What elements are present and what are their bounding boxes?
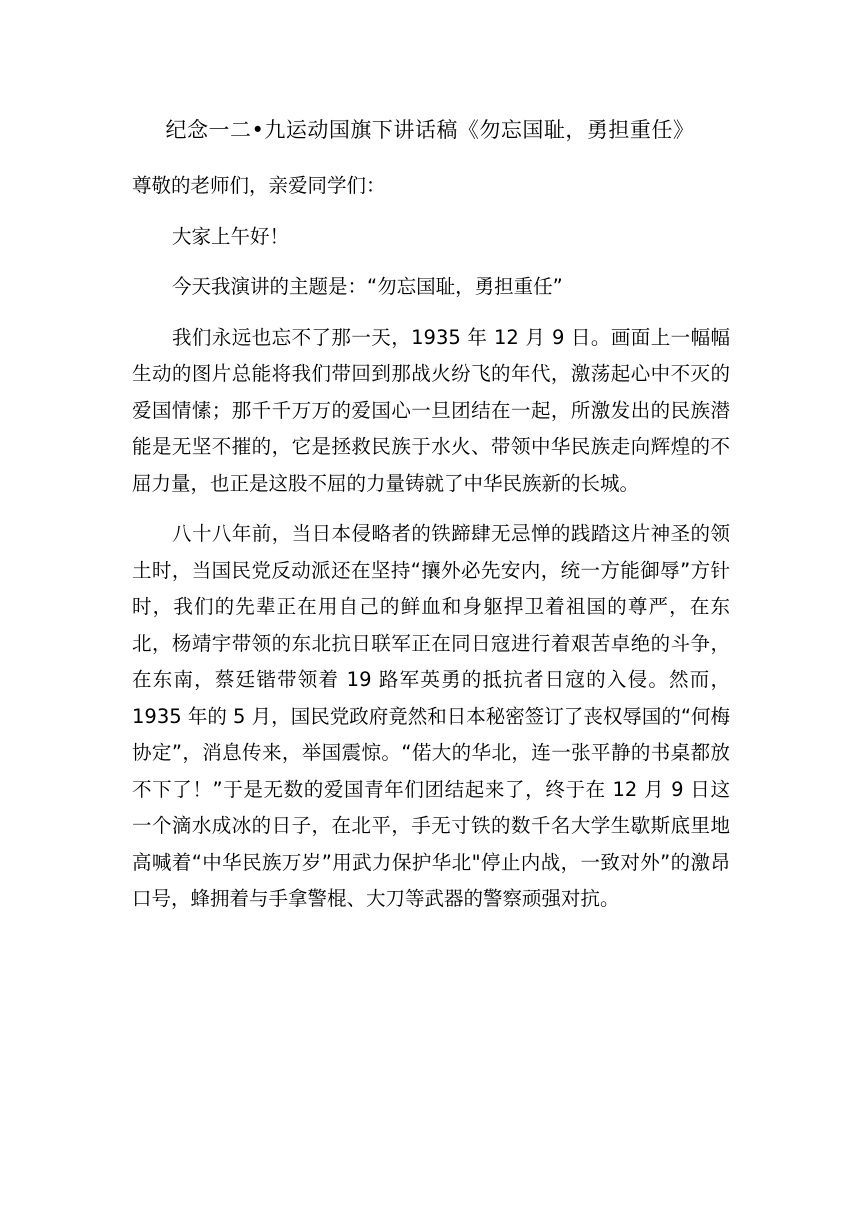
document-body [132, 168, 730, 932]
salutation: 尊敬的老师们，亲爱同学们： [132, 174, 386, 197]
document-title: 纪念一二•九运动国旗下讲话稿《勿忘国耻，勇担重任》 [165, 118, 695, 142]
paragraph-topic: 今天我演讲的主题是：“勿忘国耻，勇担重任” [172, 275, 563, 298]
paragraph-history: 八十八年前，当日本侵略者的铁蹄肆无忌惮的践踏这片神圣的领土时，当国民党反动派还在坚持“攘外必先安内，统一方能御辱”方针时，我们的先辈正在用自己的鲜血和身躯捍卫着祖国的尊严，在东北，杨靖宇带领的东北抗日联军正在同日寇进行着艰苦卓绝的斗争，在东南，蔡廷锴带领着 19 路军英勇的抵抗者日寇的入侵。然而，1935 年的 5 月，国民党政府竟然和日本秘密签订了丧权辱国的“何梅协定”，消息传来，举国震惊。“偌大的华北，连一张平静的书桌都放不下了！”于是无数的爱国青年们团结起来了，终于在 12 月 9 日这一个滴水成冰的日子，在北平，手无寸铁的数千名大学生歇斯底里地高喊着“中华民族万岁”用武力保护华北"停止内战，一致对外”的激昂口号，蜂拥着与手拿警棍、大刀等武器的警察顽强对抗。 [132, 522, 730, 910]
paragraph-greeting: 大家上午好！ [172, 224, 290, 248]
paragraph-remembrance: 我们永远也忘不了那一天，1935 年 12 月 9 日。画面上一幅幅生动的图片总能将我们带回到那战火纷飞的年代，激荡起心中不灭的爱国情愫；那千千万万的爱国心一旦团结在一起，所激发出的民族潜能是无坚不摧的，它是拯救民族于水火、带领中华民族走向辉煌的不屈力量，也正是这股不屈的力量铸就了中华民族新的长城。 [132, 325, 730, 495]
